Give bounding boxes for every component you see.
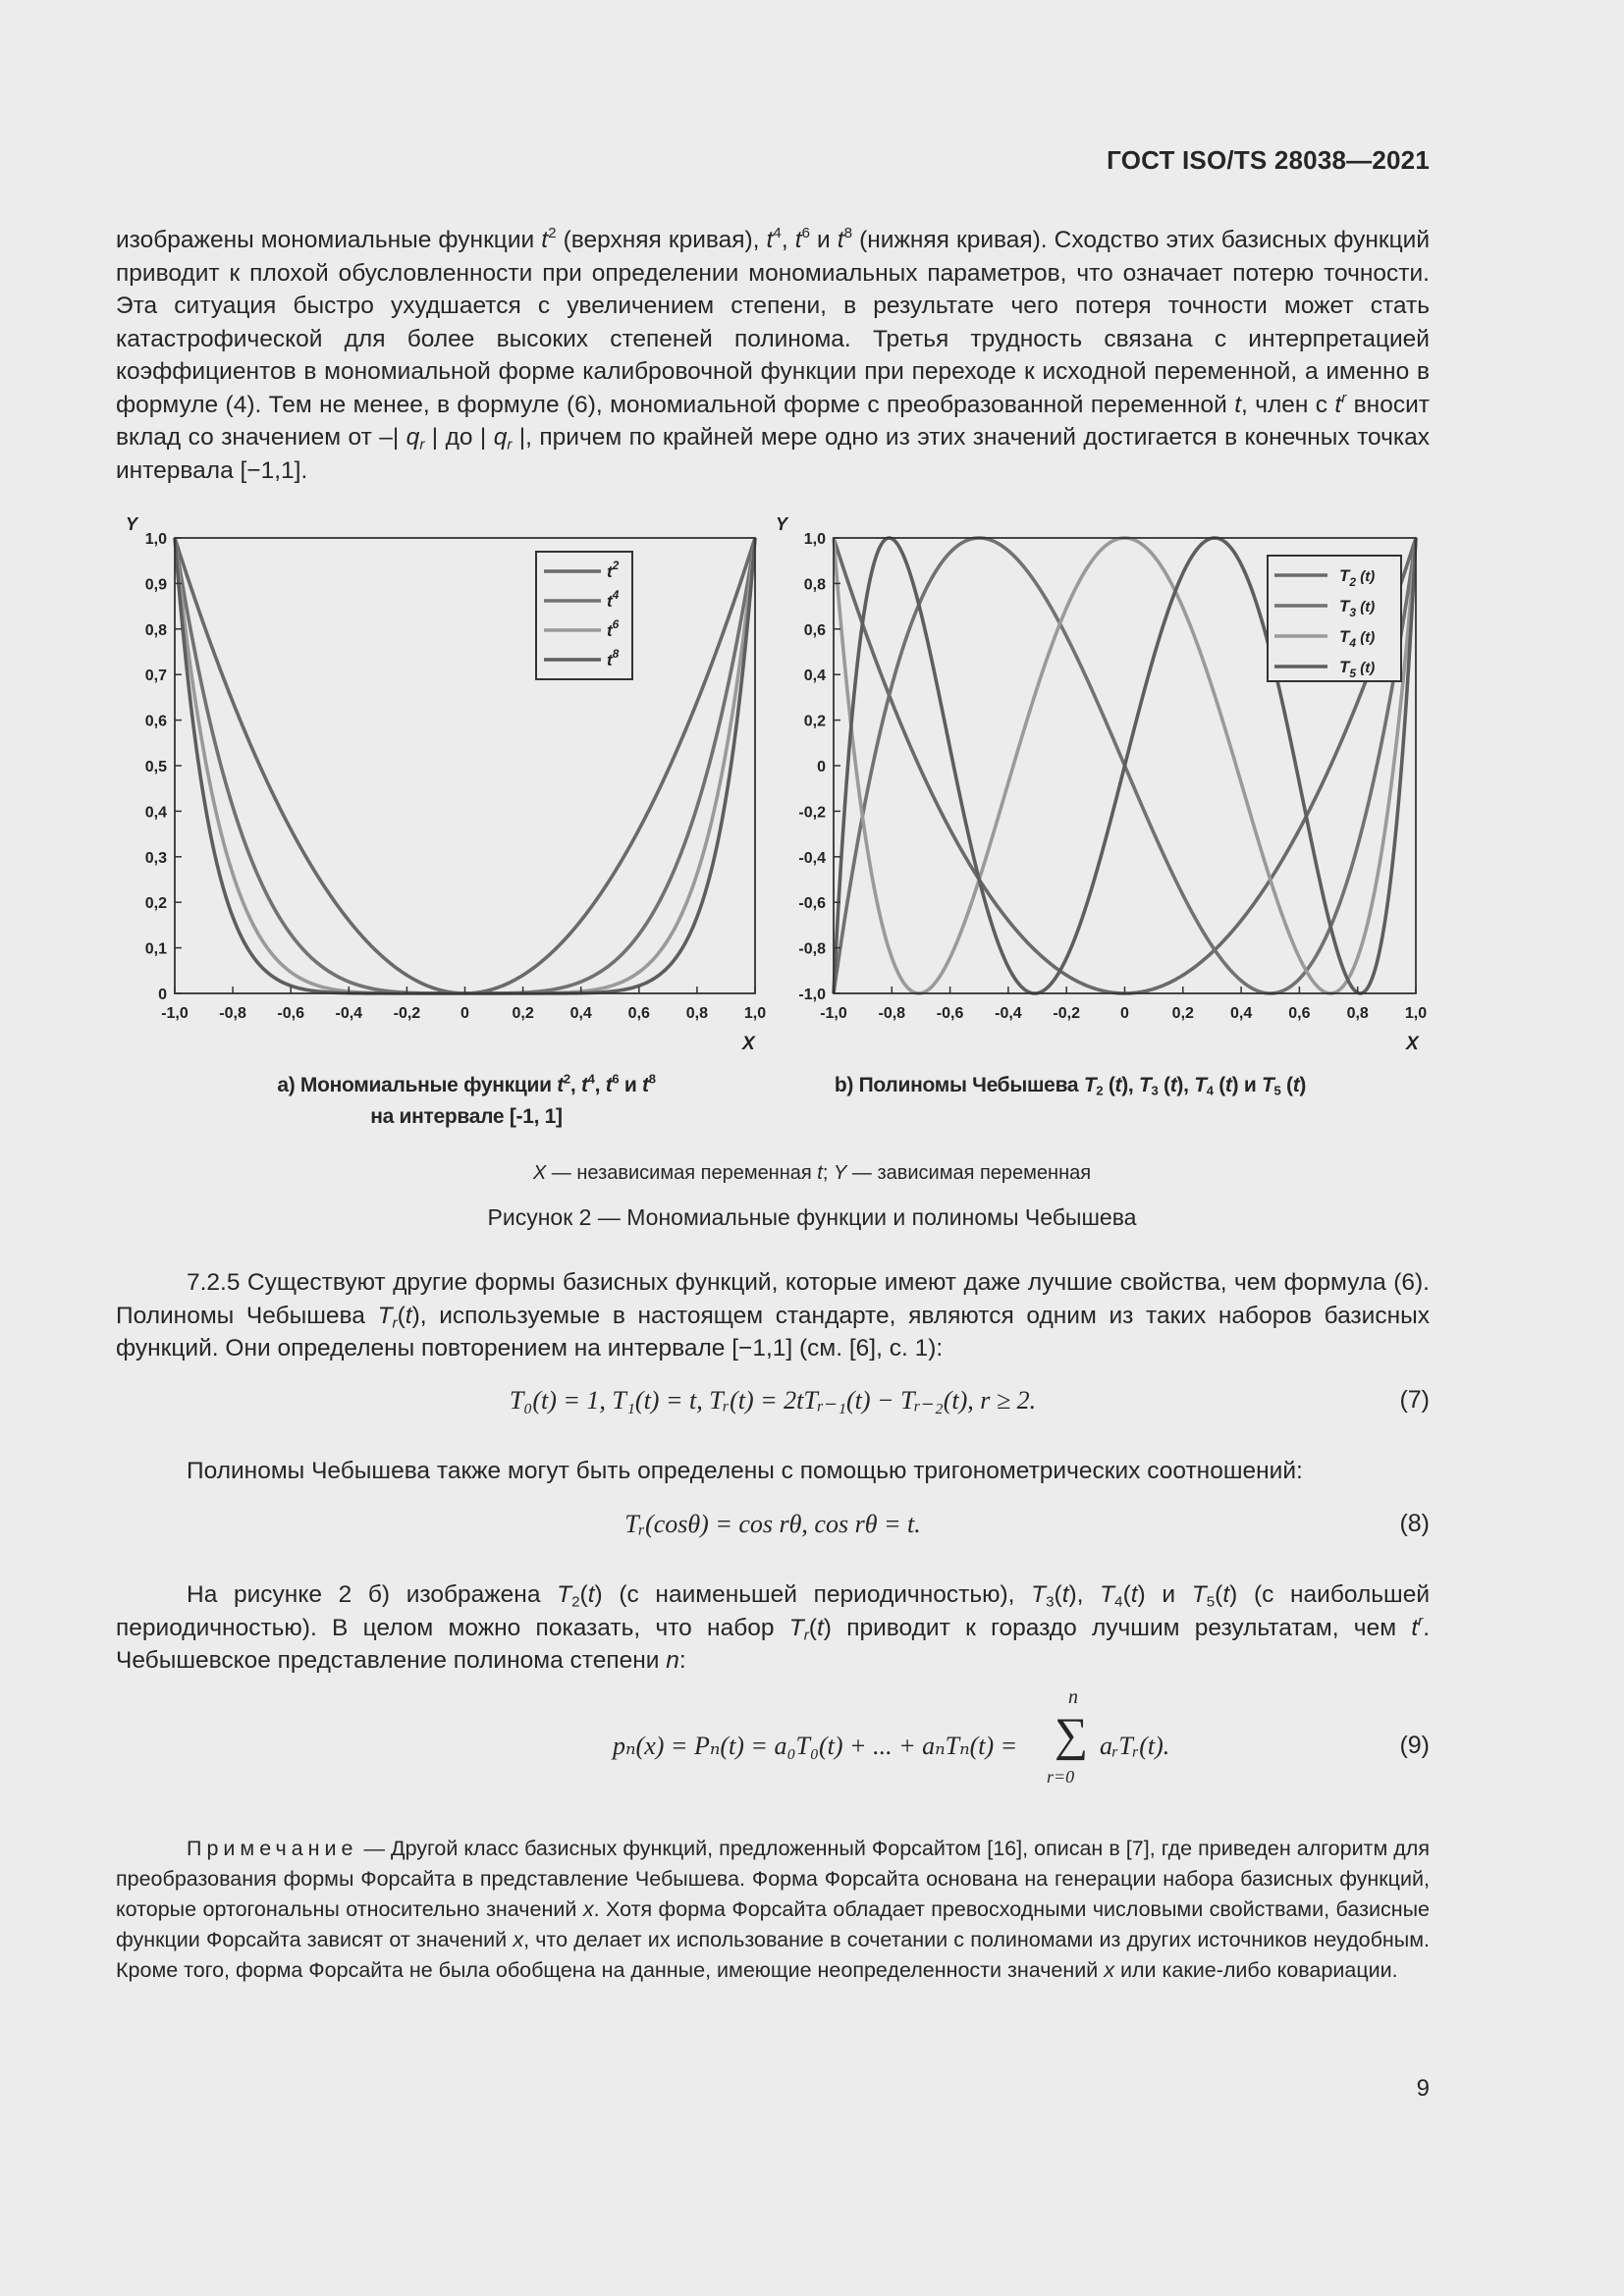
x-tick-label: 0,6 bbox=[627, 1005, 650, 1022]
y-tick-label: 0,1 bbox=[144, 940, 167, 958]
x-tick-label: 0 bbox=[460, 1005, 469, 1022]
y-tick-label: 0,8 bbox=[144, 621, 167, 639]
y-tick-label: 0,5 bbox=[144, 759, 167, 775]
y-tick-label: 0 bbox=[817, 759, 826, 775]
legend-entry: $T_4$ (t) bbox=[1339, 627, 1376, 650]
y-tick-label: 0,2 bbox=[803, 713, 826, 730]
y-tick-label: 1,0 bbox=[144, 531, 167, 548]
y-tick-label: -0,2 bbox=[798, 804, 826, 822]
figure-title: Рисунок 2 — Мономиальные функции и полиномы Чебышева bbox=[487, 1204, 1137, 1230]
y-axis-label: Y bbox=[776, 514, 788, 534]
section-paragraph: 7.2.5 Существуют другие формы базисных функций, которые имеют даже лучшие свойства, чем формула (6). Полиномы Чебышева $T_r(t)$, используемые в настоящем стандарте, являются одним из таких наборов базисных функций. Они определены повторением на интервале [−1,1] (см. [6], с. 1): bbox=[116, 1269, 1430, 1362]
chart-b-caption: b) Полиномы Чебышева $T_2$ (t), $T_3$ (t), $T_4$ (t) и $T_5$ (t) bbox=[834, 1074, 1307, 1098]
y-tick-label: 0,6 bbox=[803, 621, 826, 639]
y-tick-label: -0,8 bbox=[798, 940, 826, 958]
legend-entry: $t^6$ bbox=[607, 617, 620, 640]
chart-a-caption: а) Мономиальные функции $t^2$, $t^4$, $t^6$ и $t^8$ на интервале [-1, 1] bbox=[277, 1071, 656, 1128]
x-axis-label: X bbox=[1406, 1034, 1419, 1054]
x-tick-label: 0,2 bbox=[512, 1005, 534, 1022]
y-tick-label: 0,8 bbox=[803, 576, 826, 594]
x-tick-label: -0,4 bbox=[995, 1005, 1022, 1022]
x-tick-label: 1,0 bbox=[1404, 1005, 1428, 1022]
x-tick-label: 1,0 bbox=[743, 1005, 767, 1022]
trig-intro-paragraph: Полиномы Чебышева также могут быть определены с помощью тригонометрических соотношений: bbox=[187, 1458, 1303, 1484]
legend-entry: $T_2$ (t) bbox=[1339, 566, 1376, 589]
x-tick-label: -0,4 bbox=[335, 1005, 363, 1022]
x-tick-label: -1,0 bbox=[161, 1005, 189, 1022]
y-tick-label: 0,2 bbox=[144, 895, 167, 913]
x-tick-label: 0,2 bbox=[1171, 1005, 1194, 1022]
x-tick-label: -0,8 bbox=[878, 1005, 906, 1022]
chart-legend bbox=[536, 552, 632, 679]
y-tick-label: 0,6 bbox=[144, 713, 167, 730]
formula-7: T₀(t) = 1, T₁(t) = t, Tᵣ(t) = 2tTᵣ₋₁(t) − Tᵣ₋₂(t), r ≥ 2. (7) bbox=[509, 1386, 1430, 1415]
x-axis-label: X bbox=[742, 1034, 755, 1054]
x-tick-label: 0 bbox=[1120, 1005, 1129, 1022]
series-line-t² bbox=[175, 538, 755, 993]
intro-paragraph: изображены мономиальные функции $t^2$ (верхняя кривая), $t^4$, $t^6$ и $t^8$ (нижняя кривая). Сходство этих базисных функций приводит к плохой обусловленности при определении мономиальных параметров, что означает потерю точности. Эта ситуация быстро ухудшается с увеличением степени, в результате чего потеря точности может стать катастрофической для более высоких степеней полинома. Третья трудность связана с интерпретацией коэффициентов в мономиальной форме калибровочной функции при переходе к исходной переменной, а именно в формуле (4). Тем не менее, в формуле (6), мономиальной форме с преобразованной переменной t, член с $t^r$ вносит вклад со значением от –| $q_r$ | до | $q_r$ |, причем по крайней мере одно из этих значений достигается в конечных точках интервала [−1,1]. bbox=[116, 225, 1430, 484]
y-tick-label: 0,3 bbox=[144, 849, 167, 867]
formula-8: Tᵣ(cosθ) = cos rθ, cos rθ = t. (8) bbox=[624, 1510, 1430, 1538]
x-tick-label: -0,2 bbox=[1053, 1005, 1080, 1022]
x-tick-label: -0,8 bbox=[219, 1005, 246, 1022]
series-line-t⁸ bbox=[175, 538, 755, 993]
y-tick-label: 0 bbox=[158, 987, 167, 1003]
y-tick-label: 0,4 bbox=[144, 804, 167, 822]
y-tick-label: -1,0 bbox=[798, 987, 826, 1003]
y-tick-label: -0,6 bbox=[798, 895, 826, 913]
note-label: Примечание bbox=[187, 1837, 358, 1860]
legend-entry: $t^2$ bbox=[607, 559, 620, 581]
y-tick-label: 0,9 bbox=[144, 576, 167, 594]
monomial-chart bbox=[108, 510, 776, 1060]
x-tick-label: -0,6 bbox=[277, 1005, 304, 1022]
formula-9: pₙ(x) = Pₙ(t) = a₀T₀(t) + ... + aₙTₙ(t) = n ∑ r=0 aᵣTᵣ(t). (9) bbox=[613, 1686, 1430, 1787]
legend-entry: $T_3$ (t) bbox=[1339, 597, 1376, 619]
figure-variable-legend: X — независимая переменная t; Y — зависимая переменная bbox=[532, 1162, 1092, 1184]
chart-legend bbox=[1268, 556, 1401, 681]
y-tick-label: 1,0 bbox=[803, 531, 826, 548]
x-tick-label: 0,8 bbox=[685, 1005, 709, 1022]
x-tick-label: 0,6 bbox=[1288, 1005, 1311, 1022]
legend-entry: $t^8$ bbox=[607, 647, 620, 669]
document-header-id: ГОСТ ISO/TS 28038—2021 bbox=[1107, 145, 1430, 175]
x-tick-label: 0,4 bbox=[1229, 1005, 1253, 1022]
legend-entry: $T_5$ (t) bbox=[1339, 658, 1376, 680]
chebyshev-chart bbox=[766, 510, 1434, 1060]
plot-frame bbox=[175, 538, 755, 993]
y-tick-label: 0,4 bbox=[803, 667, 826, 685]
x-tick-label: -0,2 bbox=[393, 1005, 421, 1022]
x-tick-label: -1,0 bbox=[820, 1005, 847, 1022]
series-line-t⁶ bbox=[175, 538, 755, 993]
x-tick-label: -0,6 bbox=[936, 1005, 964, 1022]
x-tick-label: 0,8 bbox=[1346, 1005, 1369, 1022]
series-line-t⁴ bbox=[175, 538, 755, 993]
x-tick-label: 0,4 bbox=[569, 1005, 592, 1022]
note-paragraph: Примечание — Другой класс базисных функций, предложенный Форсайтом [16], описан в [7], где приведен алгоритм для преобразования формы Форсайта в представление Чебышева. Форма Форсайта основана на генерации набора базисных функций, которые ортогональны относительно значений x. Хотя форма Форсайта обладает превосходными числовыми свойствами, базисные функции Форсайта зависят от значений x, что делает их использование в сочетании с полиномами из других источников неудобным. Кроме того, форма Форсайта не была обобщена на данные, имеющие неопределенности значений x или какие-либо ковариации. bbox=[116, 1837, 1430, 1982]
legend-entry: $t^4$ bbox=[607, 588, 620, 611]
page-number: 9 bbox=[1416, 2075, 1430, 2102]
y-tick-label: -0,4 bbox=[798, 849, 826, 867]
y-axis-label: Y bbox=[126, 514, 138, 534]
y-tick-label: 0,7 bbox=[144, 667, 167, 685]
figure-reference-paragraph: На рисунке 2 б) изображена $T_2(t)$ (с наименьшей периодичностью), $T_3(t)$, $T_4(t)$ и $T_5(t)$ (с наибольшей периодичностью). В целом можно показать, что набор $T_r(t)$ приводит к гораздо лучшим результатам, чем $t^r$. Чебышевское представление полинома степени n: bbox=[116, 1581, 1431, 1674]
